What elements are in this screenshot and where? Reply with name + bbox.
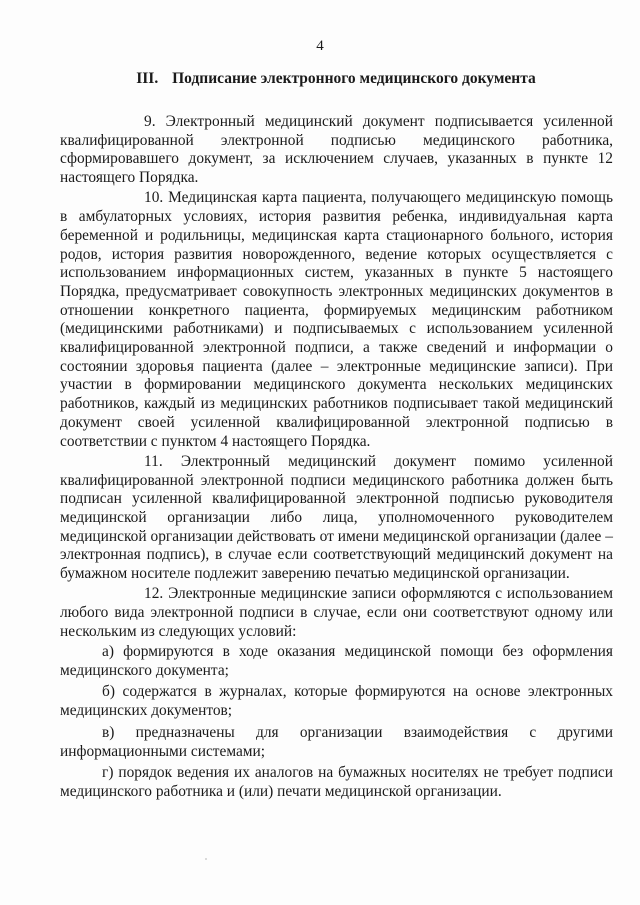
paragraph-text: Электронный медицинский документ помимо усиленной квалифицированной электронной подписи медицинского работника должен быть подписан усиленной квалифицированной электронной подписью руководителя медицинской организации либо лица, уполномоченного руководителем медицинской организации действовать от имени медицинской организации (далее – электронная подпись), в случае если соответствующий медицинский документ на бумажном носителе подлежит заверению печатью медицинской организации. bbox=[60, 452, 613, 583]
paragraph-text: Медицинская карта пациента, получающего медицинскую помощь в амбулаторных условиях, история развития ребенка, индивидуальная карта беременной и родильницы, медицинская карта стационарного больного, история родов, история развития новорожденного, ведение которых осуществляется с использованием информационных систем, указанных в пункте 5 настоящего Порядка, предусматривает совокупность электронных медицинских документов в отношении конкретного пациента, формируемых медицинским работником (медицинскими работниками) и подписываемых с использованием усиленной квалифицированной электронной подписи, а также сведений и информации о состоянии здоровья пациента (далее – электронные медицинские записи). При участии в формировании медицинского документа нескольких медицинских работников, каждый из медицинских работников подписывает такой медицинский документ своей усиленной квалифицированной электронной подписью в соответствии с пунктом 4 настоящего Порядка. bbox=[60, 189, 613, 450]
scan-speck bbox=[205, 858, 207, 860]
section-title: Подписание электронного медицинского документа bbox=[172, 70, 536, 87]
paragraph-9 bbox=[60, 113, 613, 188]
page-number: 4 bbox=[316, 38, 324, 54]
paragraph-text: Электронные медицинские записи оформляются с использованием любого вида электронной подписи в случае, если они соответствуют одному или нескольким из следующих условий: bbox=[60, 585, 613, 640]
paragraph-12 bbox=[60, 585, 613, 641]
paragraph-number: 12. bbox=[144, 585, 164, 603]
subitem-a: а) формируются в ходе оказания медицинской помощи без оформления медицинского документа; bbox=[60, 643, 613, 679]
paragraph-10 bbox=[60, 189, 613, 451]
paragraph-text: Электронный медицинский документ подписывается усиленной квалифицированной электронной подписью медицинского работника, сформировавшего документ, за исключением случаев, указанных в пункте 12 настоящего Порядка. bbox=[60, 113, 613, 187]
subitem-d: г) порядок ведения их аналогов на бумажных носителях не требует подписи медицинского работника и (или) печати медицинской организации. bbox=[60, 764, 613, 800]
paragraph-11 bbox=[60, 453, 613, 584]
section-heading bbox=[60, 70, 612, 88]
document-body bbox=[60, 113, 613, 805]
paragraph-number: 9. bbox=[144, 113, 156, 130]
subitem-b: б) содержатся в журналах, которые формируются на основе электронных медицинских документов; bbox=[60, 683, 613, 720]
section-number: III. bbox=[136, 70, 159, 87]
paragraph-number: 11. bbox=[144, 452, 163, 470]
paragraph-number: 10. bbox=[144, 189, 164, 207]
subitem-c: в) предназначены для организации взаимодействия с другими информационными системами; bbox=[60, 723, 613, 760]
